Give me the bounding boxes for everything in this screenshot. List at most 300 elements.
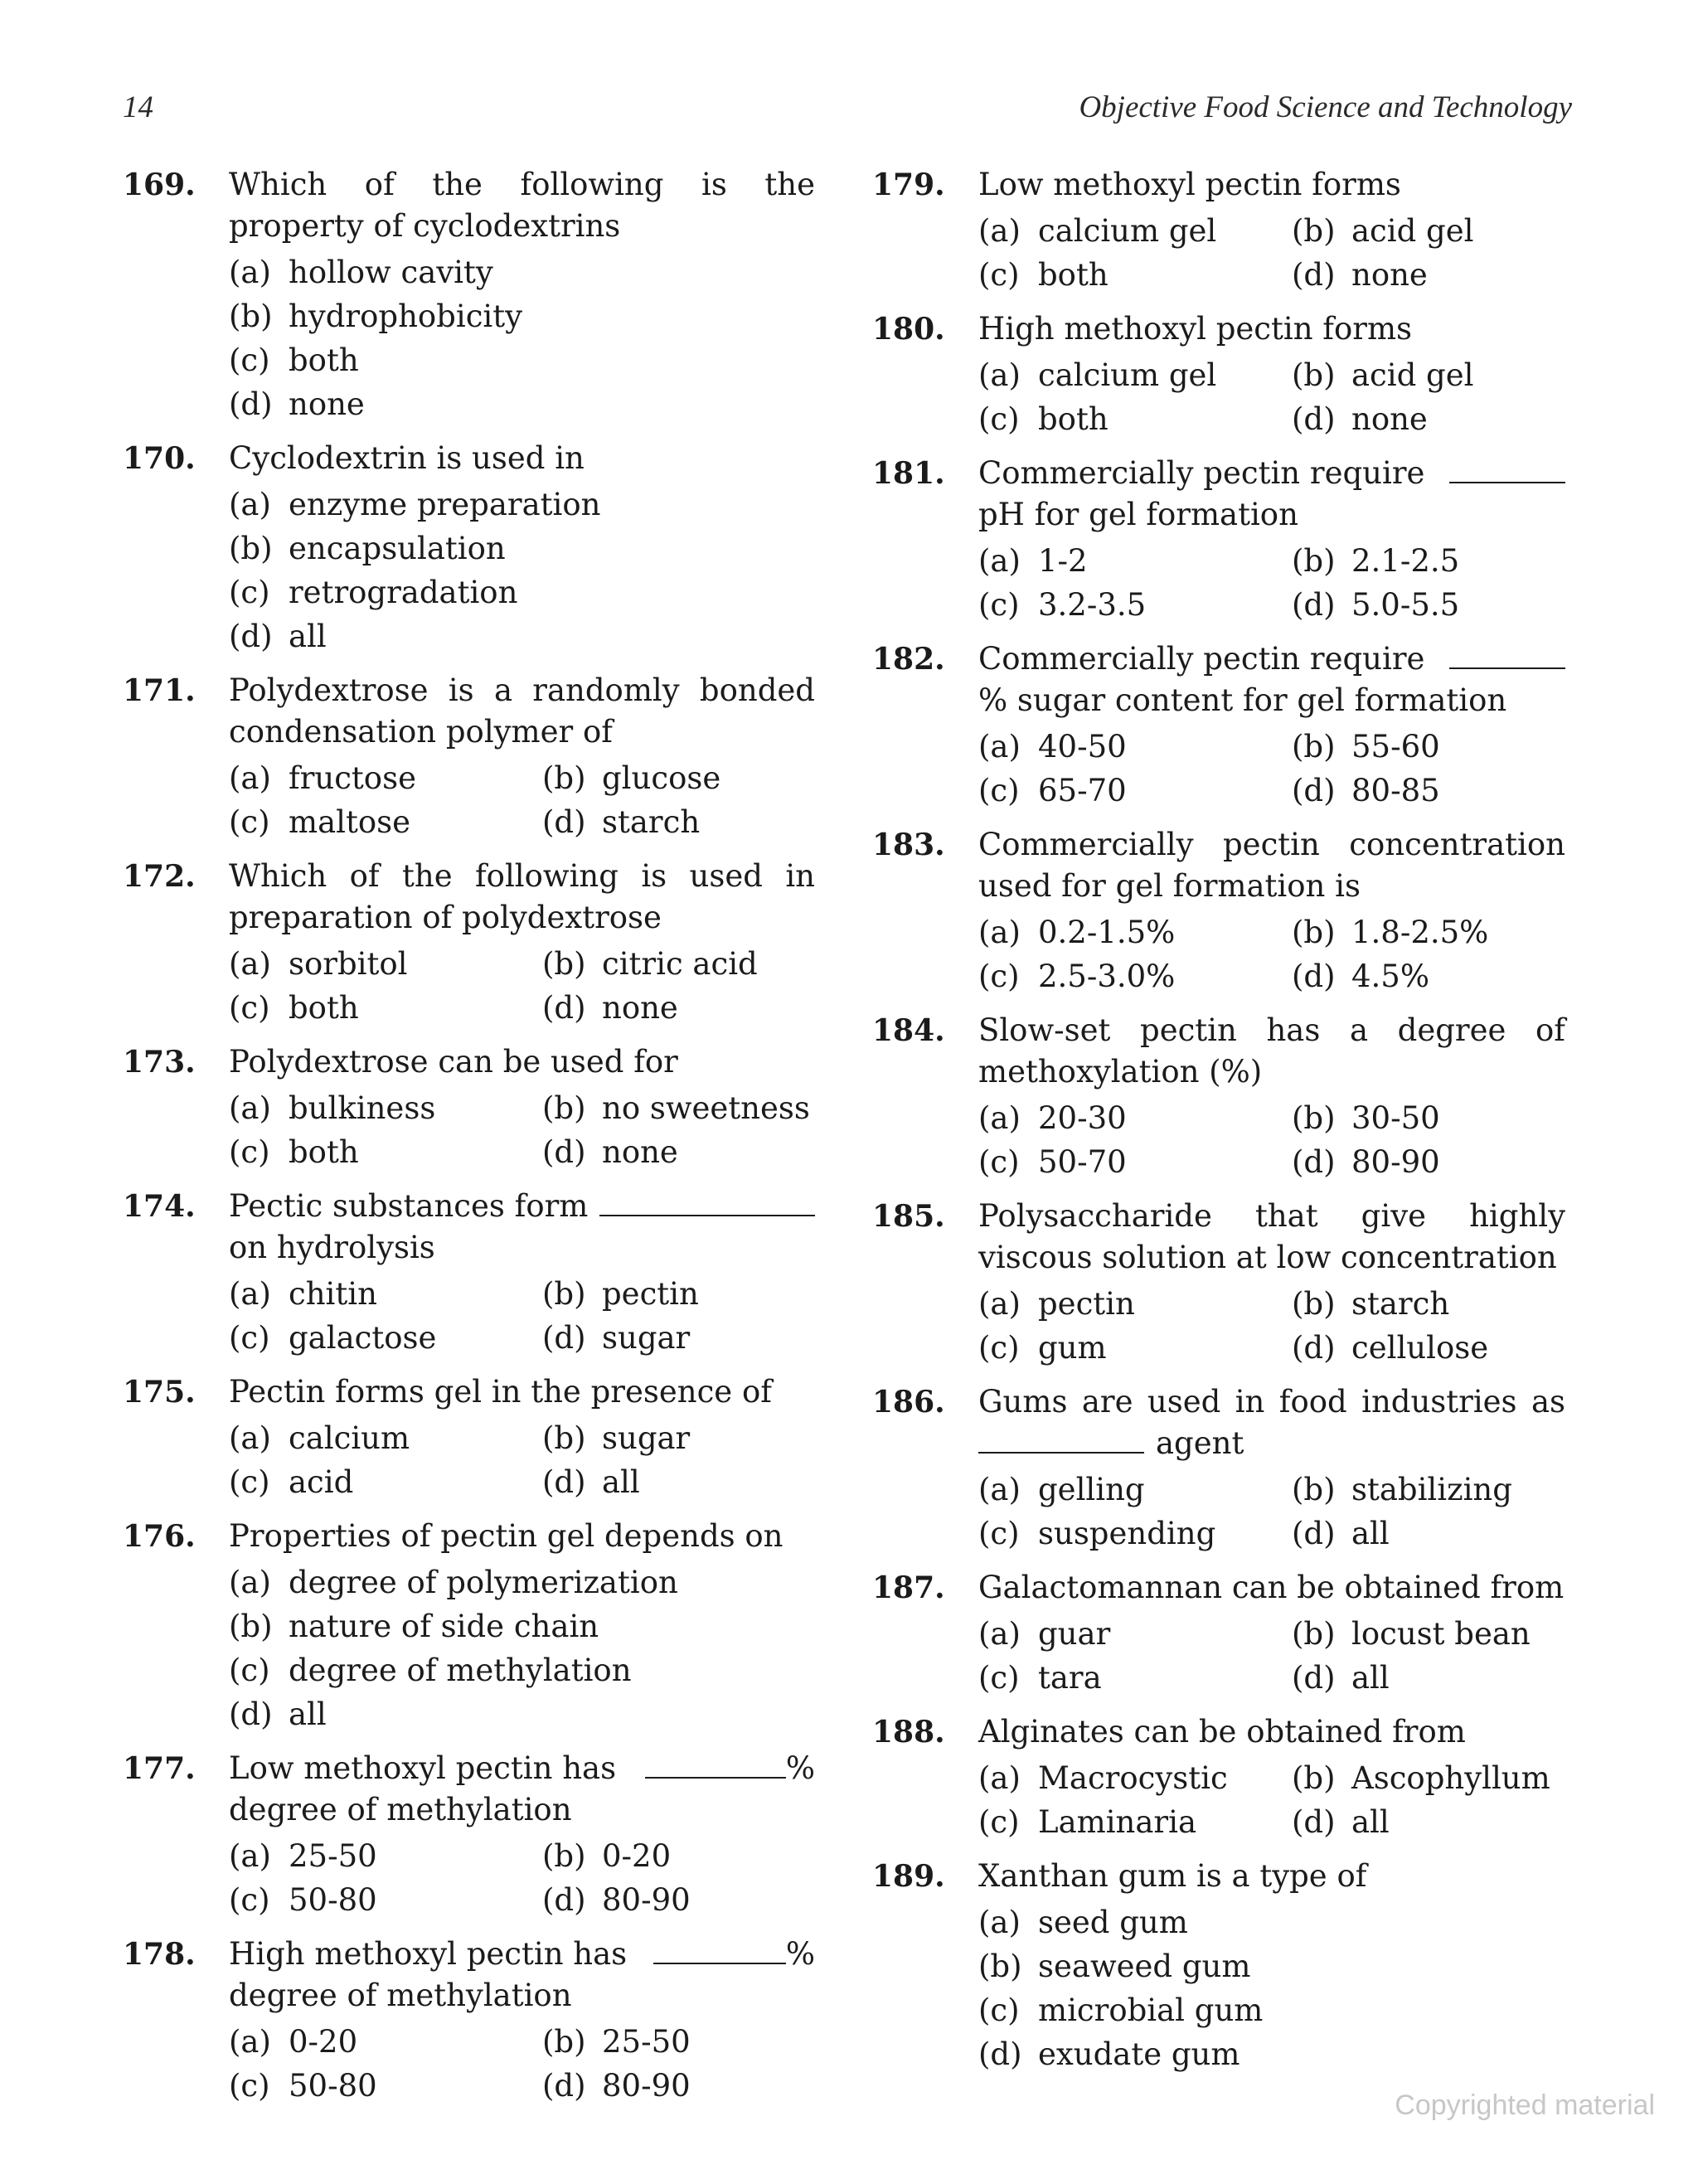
options-list bbox=[229, 1834, 815, 1922]
question-item bbox=[872, 1567, 1565, 1700]
option-label: (c) bbox=[229, 1134, 270, 1170]
question-text: Properties of pectin gel depends on bbox=[229, 1518, 784, 1554]
option-item bbox=[978, 583, 1292, 627]
question-line bbox=[229, 1186, 815, 1227]
option-text: chitin bbox=[289, 1276, 377, 1312]
question-item bbox=[872, 638, 1565, 813]
option-item bbox=[1292, 253, 1565, 297]
option-text: sugar bbox=[602, 1420, 691, 1456]
option-label: (d) bbox=[1292, 773, 1336, 808]
question-item bbox=[872, 1381, 1565, 1555]
option-text: 80-90 bbox=[1351, 1144, 1440, 1180]
question-number: 176. bbox=[123, 1519, 196, 1554]
question-line bbox=[229, 1748, 815, 1789]
option-label: (b) bbox=[229, 1609, 273, 1644]
question-item bbox=[872, 164, 1565, 297]
option-item bbox=[229, 986, 542, 1030]
option-item bbox=[542, 1878, 815, 1922]
option-text: none bbox=[1351, 257, 1428, 293]
question-text: Alginates can be obtained from bbox=[978, 1714, 1466, 1750]
question-text bbox=[978, 453, 1565, 536]
option-label: (c) bbox=[229, 1882, 270, 1918]
option-label: (a) bbox=[229, 2024, 271, 2060]
option-text: acid gel bbox=[1351, 357, 1474, 393]
option-label: (a) bbox=[229, 1838, 271, 1874]
option-text: 25-50 bbox=[602, 2024, 691, 2060]
options-list bbox=[978, 209, 1565, 297]
option-item bbox=[978, 253, 1292, 297]
option-label: (d) bbox=[1292, 1804, 1336, 1840]
option-text: starch bbox=[602, 804, 701, 840]
options-list bbox=[978, 539, 1565, 627]
option-text: all bbox=[1351, 1804, 1390, 1840]
option-item bbox=[1292, 1140, 1565, 1184]
question-text-continuation: on hydrolysis bbox=[229, 1230, 435, 1265]
question-text: Pectin forms gel in the presence of bbox=[229, 1374, 772, 1410]
question-text-part: Commercially pectin require bbox=[978, 641, 1425, 677]
question-item bbox=[872, 1010, 1565, 1184]
option-label: (d) bbox=[1292, 1516, 1336, 1551]
option-label: (b) bbox=[229, 531, 273, 566]
option-text: calcium gel bbox=[1038, 213, 1217, 249]
options-list bbox=[978, 1900, 1565, 2076]
question-body bbox=[229, 1516, 815, 1736]
option-label: (d) bbox=[1292, 1330, 1336, 1366]
option-text: 50-80 bbox=[289, 1882, 377, 1918]
option-label: (c) bbox=[978, 257, 1020, 293]
option-text: 80-85 bbox=[1351, 773, 1440, 808]
option-text: 5.0-5.5 bbox=[1351, 587, 1460, 623]
question-line bbox=[229, 1934, 815, 1975]
option-text: 65-70 bbox=[1038, 773, 1127, 808]
question-number: 185. bbox=[872, 1199, 945, 1234]
question-body bbox=[978, 1711, 1565, 1844]
option-item bbox=[229, 1272, 542, 1316]
question-body bbox=[978, 1010, 1565, 1184]
option-item bbox=[542, 2020, 815, 2064]
question-text: High methoxyl pectin forms bbox=[978, 311, 1413, 347]
copyright-watermark: Copyrighted material bbox=[1395, 2089, 1655, 2121]
question-number: 172. bbox=[123, 859, 196, 894]
option-item bbox=[978, 397, 1292, 441]
question-line bbox=[978, 1423, 1565, 1464]
option-text: 2.5-3.0% bbox=[1038, 959, 1176, 994]
option-item bbox=[229, 338, 815, 382]
option-text: none bbox=[289, 386, 365, 422]
option-text: 80-90 bbox=[602, 2068, 691, 2104]
option-label: (c) bbox=[229, 575, 270, 610]
options-list bbox=[229, 1416, 815, 1504]
option-label: (b) bbox=[1292, 357, 1336, 393]
question-item bbox=[123, 438, 815, 658]
option-item bbox=[229, 1460, 542, 1504]
option-item bbox=[1292, 1800, 1565, 1844]
option-label: (c) bbox=[978, 1992, 1020, 2028]
option-item bbox=[978, 1756, 1292, 1800]
option-item bbox=[978, 1140, 1292, 1184]
question-text: Low methoxyl pectin forms bbox=[978, 167, 1401, 202]
question-body bbox=[978, 1381, 1565, 1555]
option-item bbox=[229, 756, 542, 800]
question-body bbox=[978, 1196, 1565, 1370]
option-item bbox=[229, 1316, 542, 1360]
answer-blank bbox=[599, 1190, 815, 1216]
option-label: (a) bbox=[978, 1472, 1021, 1507]
option-text: none bbox=[602, 1134, 678, 1170]
option-label: (c) bbox=[229, 1653, 270, 1688]
right-column bbox=[872, 164, 1565, 2088]
question-text-continuation: pH for gel formation bbox=[978, 497, 1298, 532]
option-text: Ascophyllum bbox=[1351, 1760, 1550, 1796]
question-body bbox=[978, 638, 1565, 813]
option-item bbox=[1292, 397, 1565, 441]
option-label: (b) bbox=[542, 1838, 586, 1874]
page-number: 14 bbox=[123, 90, 153, 124]
option-text: both bbox=[1038, 401, 1109, 437]
question-item bbox=[123, 1934, 815, 2108]
option-text: acid bbox=[289, 1464, 354, 1500]
options-list bbox=[229, 1272, 815, 1360]
question-body bbox=[978, 453, 1565, 627]
option-item bbox=[229, 1130, 542, 1174]
option-item bbox=[978, 1326, 1292, 1370]
option-label: (c) bbox=[229, 804, 270, 840]
option-item bbox=[229, 250, 815, 294]
option-item bbox=[1292, 539, 1565, 583]
option-item bbox=[1292, 353, 1565, 397]
question-item bbox=[872, 453, 1565, 627]
option-text: calcium bbox=[289, 1420, 410, 1456]
option-item bbox=[542, 1316, 815, 1360]
question-body bbox=[978, 164, 1565, 297]
options-list bbox=[229, 2020, 815, 2108]
option-label: (a) bbox=[978, 543, 1021, 579]
option-item bbox=[229, 2020, 542, 2064]
option-label: (c) bbox=[229, 1464, 270, 1500]
book-title: Objective Food Science and Technology bbox=[1079, 90, 1572, 124]
option-item bbox=[978, 1800, 1292, 1844]
option-text: hydrophobicity bbox=[289, 298, 523, 334]
option-text: 0-20 bbox=[602, 1838, 672, 1874]
question-item bbox=[123, 856, 815, 1030]
option-item bbox=[978, 2032, 1565, 2076]
option-text: bulkiness bbox=[289, 1090, 436, 1126]
option-item bbox=[542, 800, 815, 844]
question-body bbox=[229, 1748, 815, 1922]
options-list bbox=[229, 250, 815, 426]
option-text: cellulose bbox=[1351, 1330, 1489, 1366]
option-text: both bbox=[289, 1134, 359, 1170]
option-item bbox=[229, 527, 815, 570]
option-text: galactose bbox=[289, 1320, 437, 1356]
option-item bbox=[1292, 769, 1565, 813]
option-text: encapsulation bbox=[289, 531, 506, 566]
question-text bbox=[978, 1381, 1565, 1464]
option-label: (d) bbox=[1292, 257, 1336, 293]
option-item bbox=[978, 1988, 1565, 2032]
option-item bbox=[978, 539, 1292, 583]
option-text: maltose bbox=[289, 804, 411, 840]
option-label: (d) bbox=[542, 1320, 586, 1356]
question-number: 171. bbox=[123, 673, 196, 708]
option-label: (c) bbox=[978, 1804, 1020, 1840]
option-label: (a) bbox=[978, 1286, 1021, 1322]
question-body bbox=[978, 824, 1565, 998]
option-label: (c) bbox=[978, 773, 1020, 808]
option-label: (b) bbox=[1292, 1100, 1336, 1136]
question-text-part: High methoxyl pectin has bbox=[229, 1936, 628, 1972]
option-text: sorbitol bbox=[289, 946, 408, 982]
options-list bbox=[978, 910, 1565, 998]
option-text: both bbox=[289, 342, 359, 378]
question-text-part: Commercially pectin require bbox=[978, 455, 1425, 491]
option-label: (c) bbox=[229, 990, 270, 1026]
option-label: (a) bbox=[978, 1100, 1021, 1136]
option-label: (a) bbox=[229, 487, 271, 522]
option-text: gum bbox=[1038, 1330, 1107, 1366]
option-label: (c) bbox=[978, 401, 1020, 437]
option-item bbox=[978, 1612, 1292, 1656]
option-item bbox=[229, 800, 542, 844]
option-text: microbial gum bbox=[1038, 1992, 1264, 2028]
option-label: (b) bbox=[542, 760, 586, 796]
question-number: 180. bbox=[872, 312, 945, 347]
option-label: (c) bbox=[229, 342, 270, 378]
question-number: 177. bbox=[123, 1751, 196, 1786]
options-list bbox=[229, 483, 815, 658]
question-number: 186. bbox=[872, 1385, 945, 1420]
option-label: (c) bbox=[978, 587, 1020, 623]
option-label: (b) bbox=[542, 1420, 586, 1456]
option-label: (d) bbox=[542, 990, 586, 1026]
option-item bbox=[229, 483, 815, 527]
option-item bbox=[542, 942, 815, 986]
option-label: (d) bbox=[542, 2068, 586, 2104]
option-text: pectin bbox=[602, 1276, 699, 1312]
option-label: (a) bbox=[978, 1905, 1021, 1940]
option-text: seed gum bbox=[1038, 1905, 1188, 1940]
option-item bbox=[1292, 583, 1565, 627]
option-item bbox=[1292, 954, 1565, 998]
option-label: (b) bbox=[1292, 915, 1336, 950]
option-text: 1.8-2.5% bbox=[1351, 915, 1489, 950]
question-text-continuation: % sugar content for gel formation bbox=[978, 682, 1507, 718]
option-item bbox=[978, 910, 1292, 954]
option-label: (b) bbox=[542, 1090, 586, 1126]
question-text bbox=[229, 1934, 815, 2017]
option-item bbox=[1292, 1096, 1565, 1140]
option-label: (d) bbox=[229, 619, 273, 654]
question-item bbox=[123, 670, 815, 844]
option-item bbox=[542, 1130, 815, 1174]
option-text: all bbox=[1351, 1660, 1390, 1696]
option-text: both bbox=[289, 990, 359, 1026]
option-text: fructose bbox=[289, 760, 416, 796]
question-number: 184. bbox=[872, 1013, 945, 1048]
option-text: pectin bbox=[1038, 1286, 1135, 1322]
option-item bbox=[542, 1272, 815, 1316]
option-label: (b) bbox=[1292, 1760, 1336, 1796]
option-label: (a) bbox=[229, 946, 271, 982]
option-text: degree of polymerization bbox=[289, 1565, 678, 1600]
question-number: 183. bbox=[872, 827, 945, 862]
option-text: 25-50 bbox=[289, 1838, 377, 1874]
option-item bbox=[1292, 209, 1565, 253]
option-label: (b) bbox=[542, 946, 586, 982]
option-text: tara bbox=[1038, 1660, 1102, 1696]
options-list bbox=[229, 942, 815, 1030]
option-text: 0-20 bbox=[289, 2024, 358, 2060]
option-item bbox=[229, 1834, 542, 1878]
question-number: 181. bbox=[872, 456, 945, 491]
option-text: all bbox=[1351, 1516, 1390, 1551]
option-item bbox=[229, 942, 542, 986]
question-number: 178. bbox=[123, 1937, 196, 1972]
option-item bbox=[229, 2064, 542, 2108]
option-label: (d) bbox=[542, 1464, 586, 1500]
option-text: all bbox=[289, 1696, 327, 1732]
option-text: 3.2-3.5 bbox=[1038, 587, 1147, 623]
question-body bbox=[229, 164, 815, 426]
question-body bbox=[229, 1371, 815, 1504]
options-list bbox=[978, 353, 1565, 441]
option-text: Macrocystic bbox=[1038, 1760, 1228, 1796]
question-text bbox=[229, 1748, 815, 1831]
option-label: (a) bbox=[978, 1616, 1021, 1652]
question-text: Galactomannan can be obtained from bbox=[978, 1570, 1565, 1605]
option-item bbox=[229, 1648, 815, 1692]
question-text-continuation: degree of methylation bbox=[229, 1978, 572, 2013]
option-text: 1-2 bbox=[1038, 543, 1088, 579]
option-item bbox=[978, 1468, 1292, 1512]
question-number: 173. bbox=[123, 1045, 196, 1080]
option-text: degree of methylation bbox=[289, 1653, 632, 1688]
question-line bbox=[978, 453, 1565, 494]
option-item bbox=[1292, 1468, 1565, 1512]
option-label: (a) bbox=[229, 1420, 271, 1456]
option-item bbox=[542, 1460, 815, 1504]
question-text: Polydextrose is a randomly bonded condensation polymer of bbox=[229, 672, 815, 750]
option-label: (b) bbox=[1292, 1286, 1336, 1322]
option-label: (a) bbox=[978, 1760, 1021, 1796]
option-item bbox=[229, 1416, 542, 1460]
option-label: (d) bbox=[1292, 401, 1336, 437]
option-item bbox=[1292, 1612, 1565, 1656]
option-text: retrogradation bbox=[289, 575, 518, 610]
question-item bbox=[123, 1371, 815, 1504]
option-text: 80-90 bbox=[602, 1882, 691, 1918]
option-item bbox=[978, 1900, 1565, 1944]
question-text-part: Pectic substances form bbox=[229, 1188, 589, 1224]
answer-blank bbox=[653, 1938, 786, 1964]
option-text: Laminaria bbox=[1038, 1804, 1197, 1840]
question-body bbox=[229, 1186, 815, 1360]
option-item bbox=[1292, 1756, 1565, 1800]
question-number: 188. bbox=[872, 1715, 945, 1750]
option-text: 2.1-2.5 bbox=[1351, 543, 1460, 579]
option-label: (a) bbox=[978, 213, 1021, 249]
question-text-continuation: degree of methylation bbox=[229, 1792, 572, 1827]
question-item bbox=[872, 1711, 1565, 1844]
question-number: 169. bbox=[123, 167, 196, 202]
options-list bbox=[978, 725, 1565, 813]
option-text: none bbox=[1351, 401, 1428, 437]
option-label: (a) bbox=[229, 760, 271, 796]
option-label: (d) bbox=[1292, 959, 1336, 994]
question-number: 189. bbox=[872, 1859, 945, 1894]
option-item bbox=[229, 1878, 542, 1922]
option-item bbox=[978, 1656, 1292, 1700]
option-text: both bbox=[1038, 257, 1109, 293]
question-body bbox=[978, 308, 1565, 441]
question-number: 175. bbox=[123, 1375, 196, 1410]
option-text: all bbox=[289, 619, 327, 654]
option-label: (b) bbox=[1292, 1472, 1336, 1507]
option-item bbox=[229, 1560, 815, 1604]
option-label: (b) bbox=[542, 2024, 586, 2060]
option-label: (a) bbox=[978, 357, 1021, 393]
option-label: (b) bbox=[1292, 543, 1336, 579]
option-item bbox=[978, 1512, 1292, 1555]
question-text-continuation: agent bbox=[1156, 1425, 1244, 1461]
option-item bbox=[229, 614, 815, 658]
option-label: (c) bbox=[229, 2068, 270, 2104]
question-item bbox=[123, 1041, 815, 1174]
question-text: Slow-set pectin has a degree of methoxylation (%) bbox=[978, 1012, 1565, 1090]
option-item bbox=[978, 1282, 1292, 1326]
options-list bbox=[229, 756, 815, 844]
option-label: (d) bbox=[229, 386, 273, 422]
option-text: calcium gel bbox=[1038, 357, 1217, 393]
option-item bbox=[229, 294, 815, 338]
option-text: 50-70 bbox=[1038, 1144, 1127, 1180]
option-item bbox=[542, 1086, 815, 1130]
question-body bbox=[229, 1041, 815, 1174]
option-label: (d) bbox=[229, 1696, 273, 1732]
answer-blank bbox=[1449, 643, 1565, 669]
question-text: Polydextrose can be used for bbox=[229, 1044, 678, 1080]
left-column bbox=[123, 164, 815, 2119]
question-text: Polysaccharide that give highly viscous solution at low concentration bbox=[978, 1198, 1565, 1275]
options-list bbox=[978, 1282, 1565, 1370]
option-label: (a) bbox=[229, 255, 271, 290]
option-text: seaweed gum bbox=[1038, 1949, 1251, 1984]
options-list bbox=[229, 1560, 815, 1736]
option-text: 40-50 bbox=[1038, 729, 1127, 764]
answer-blank bbox=[1449, 457, 1565, 483]
option-label: (b) bbox=[229, 298, 273, 334]
option-item bbox=[542, 2064, 815, 2108]
option-text: acid gel bbox=[1351, 213, 1474, 249]
option-text: 50-80 bbox=[289, 2068, 377, 2104]
option-label: (d) bbox=[1292, 1660, 1336, 1696]
option-item bbox=[978, 353, 1292, 397]
option-item bbox=[978, 769, 1292, 813]
option-text: 4.5% bbox=[1351, 959, 1429, 994]
option-item bbox=[229, 1692, 815, 1736]
percent-sign: % bbox=[785, 1936, 815, 1972]
option-text: 30-50 bbox=[1351, 1100, 1440, 1136]
question-text: Which of the following is the property of cyclodextrins bbox=[229, 167, 815, 244]
option-label: (d) bbox=[1292, 1144, 1336, 1180]
options-list bbox=[978, 1096, 1565, 1184]
option-text: 55-60 bbox=[1351, 729, 1440, 764]
question-text bbox=[978, 638, 1565, 721]
option-text: 0.2-1.5% bbox=[1038, 915, 1176, 950]
option-item bbox=[542, 1834, 815, 1878]
question-item bbox=[123, 1186, 815, 1360]
option-text: 20-30 bbox=[1038, 1100, 1127, 1136]
